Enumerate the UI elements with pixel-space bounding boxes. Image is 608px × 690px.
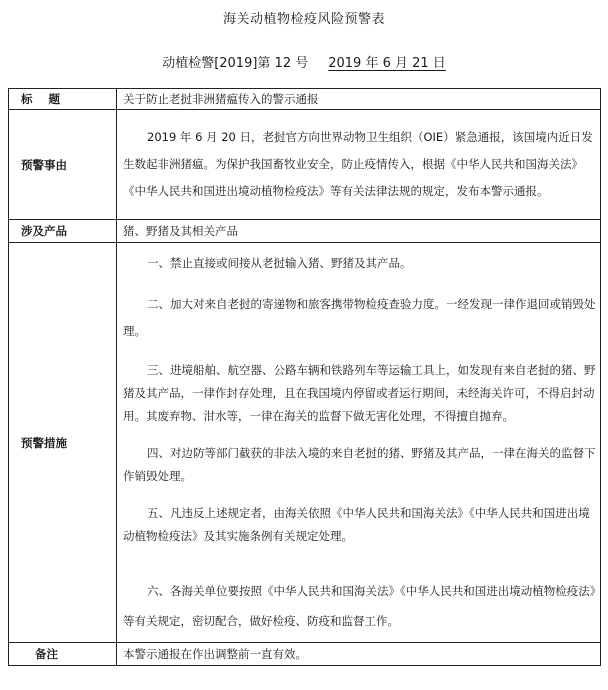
measure-item-5: 五、凡违反上述规定者，由海关依照《中华人民共和国海关法》《中华人民共和国进出境动植物检疫法》及其实施条例有关规定处理。 (123, 505, 590, 543)
measure-item-2: 二、加大对来自老挝的寄递物和旅客携带物检疫查验力度。一经发现一律作退回或销毁处理。 (123, 296, 596, 338)
title-value: 关于防止老挝非洲猪瘟传入的警示通报 (117, 89, 601, 110)
document-subtitle (0, 52, 608, 71)
table-row-reason (9, 110, 601, 220)
measure-item-1: 一、禁止直接或间接从老挝输入猪、野猪及其产品。 (147, 255, 412, 270)
measures-cell (117, 243, 601, 643)
measure-item-3: 三、进境船舶、航空器、公路车辆和铁路列车等运输工具上，如发现有来自老挝的猪、野猪及其产品，一律作封存处理，且在我国境内停留或者运行期间，未经海关许可，不得启封动用。其废弃物、泔水等，一律在海关的监督下做无害化处理，不得擅自抛弃。 (123, 362, 596, 423)
reason-cell (117, 110, 601, 220)
measure-item-6: 六、各海关单位要按照《中华人民共和国海关法》《中华人民共和国进出境动植物检疫法》等有关规定，密切配合，做好检疫、防疫和监督工作。 (123, 583, 596, 628)
document-number: 动植检警[2019]第 12 号 (162, 56, 309, 71)
note-value: 本警示通报在作出调整前一直有效。 (117, 643, 601, 666)
table-row-title (9, 89, 601, 110)
measures-label: 预警措施 (9, 243, 117, 643)
table-row-measures (9, 243, 601, 643)
note-label: 备注 (9, 643, 117, 666)
document-title: 海关动植物检疫风险预警表 (222, 12, 385, 27)
table-row-products (9, 220, 601, 243)
reason-text: 2019 年 6 月 20 日，老挝官方向世界动物卫生组织（OIE）紧急通报，该国境内近日发生数起非洲猪瘟。为保护我国畜牧业安全，防止疫情传入，根据《中华人民共和国海关法》《中华人民共和国进出境动植物检疫法》等有关法律法规的规定，发布本警示通报。 (123, 130, 593, 198)
document-date: 2019 年 6 月 21 日 (328, 56, 446, 71)
products-label: 涉及产品 (9, 220, 117, 243)
table-row-note (9, 643, 601, 666)
products-value: 猪、野猪及其相关产品 (117, 220, 601, 243)
measure-item-4: 四、对边防等部门截获的非法入境的来自老挝的猪、野猪及其产品，一律在海关的监督下作销毁处理。 (123, 445, 596, 483)
title-label: 标 题 (9, 89, 117, 110)
reason-label: 预警事由 (9, 110, 117, 220)
warning-table (8, 88, 601, 666)
